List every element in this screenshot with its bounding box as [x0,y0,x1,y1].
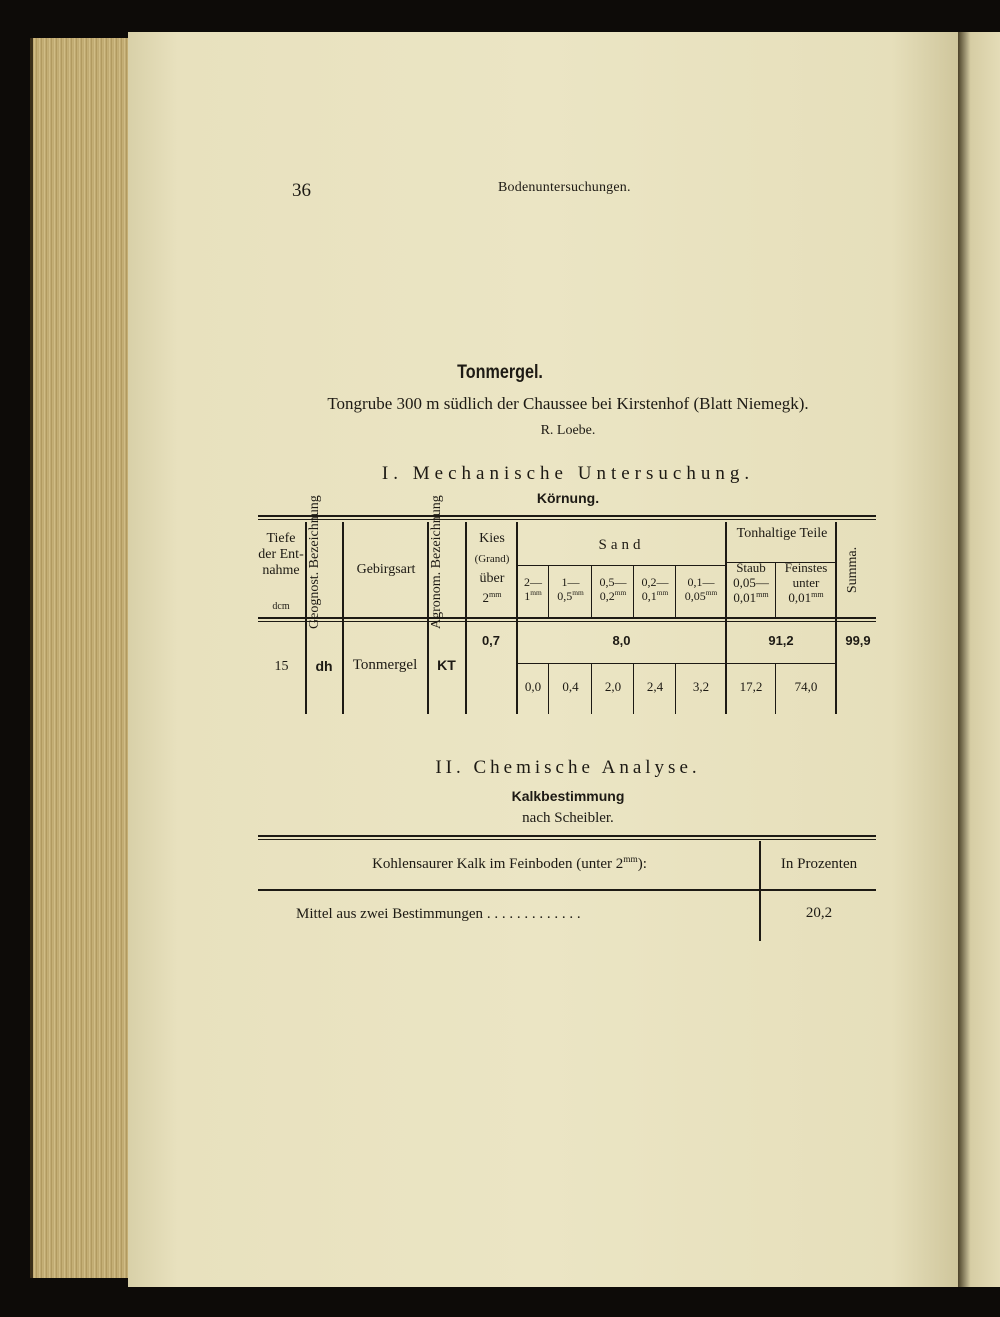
cell-tiefe: 15 [274,659,289,674]
col-header-feinstes: Feinstes unter $0,01^{mm}$ [784,560,828,605]
sand-col-1-header: 2— $1^{mm}$ [524,575,542,603]
col-header-kies-ueber: über [479,571,505,586]
lime-header-left: Kohlensaurer Kalk im Feinboden (unter $2^{mm}$): [372,855,647,872]
col-header-kies: Kies [479,531,505,546]
cell-staub: 17,2 [739,679,763,694]
book-page-edges [30,38,135,1278]
cell-feinstes: 74,0 [794,679,818,694]
col-header-tonhaltige: Tonhaltige Teile [736,526,828,541]
section-2-method: nach Scheibler. [522,810,614,826]
page [128,32,958,1287]
cell-sand-5: 3,2 [692,679,710,694]
cell-sand-total: 8,0 [612,633,631,648]
col-header-agronom: Agronom. Bezeichnung [429,495,444,629]
lime-row-label: Mittel aus zwei Bestimmungen . . . . . . . . . . . . . [296,906,581,922]
cell-sand-4: 2,4 [646,679,664,694]
col-header-summa: Summa. [845,546,860,594]
lime-row-value: 20,2 [805,905,833,921]
col-header-kies-grand: (Grand) [474,553,510,565]
cell-tonhaltige-total: 91,2 [768,633,794,648]
col-header-sand: Sand [598,537,645,553]
facing-page-edge [958,32,1000,1287]
lime-header-right: In Prozenten [780,856,858,872]
cell-geognost: dh [315,658,333,674]
cell-agronom: KT [437,657,456,673]
cell-kies: 0,7 [481,633,501,648]
cell-summa: 99,9 [845,633,871,648]
col-header-staub: Staub 0,05— $0,01^{mm}$ [733,560,769,605]
col-header-kies-size: $2^{mm}$ [482,590,502,605]
section-2-subheading: Kalkbestimmung [511,788,625,804]
sand-col-5-header: 0,1— $0,05^{mm}$ [684,575,718,603]
col-header-geognost: Geognost. Bezeichnung [307,495,322,629]
sand-col-3-header: 0,5— $0,2^{mm}$ [599,575,627,603]
col-header-tiefe: Tiefe der Ent- nahme [258,531,304,578]
sand-col-2-header: 1— $0,5^{mm}$ [557,575,584,603]
section-1-heading: I. Mechanische Untersuchung. [381,463,755,484]
cell-sand-3: 2,0 [604,679,622,694]
sand-col-4-header: 0,2— $0,1^{mm}$ [641,575,669,603]
col-header-gebirgsart: Gebirgsart [356,562,416,577]
author: R. Loebe. [540,423,596,438]
sample-location: Tongrube 300 m südlich der Chaussee bei Kirstenhof (Blatt Niemegk). [327,394,809,413]
section-2-heading: II. Chemische Analyse. [435,757,701,778]
cell-gebirgsart: Tonmergel [352,657,418,673]
section-1-subheading: Körnung. [536,490,600,506]
col-unit-tiefe: dcm [272,601,290,612]
page-number: 36 [292,180,311,201]
cell-sand-1: 0,0 [524,679,542,694]
running-title: Bodenuntersuchungen. [498,180,631,195]
cell-sand-2: 0,4 [562,679,579,694]
section-title: Tonmergel. [457,362,543,383]
